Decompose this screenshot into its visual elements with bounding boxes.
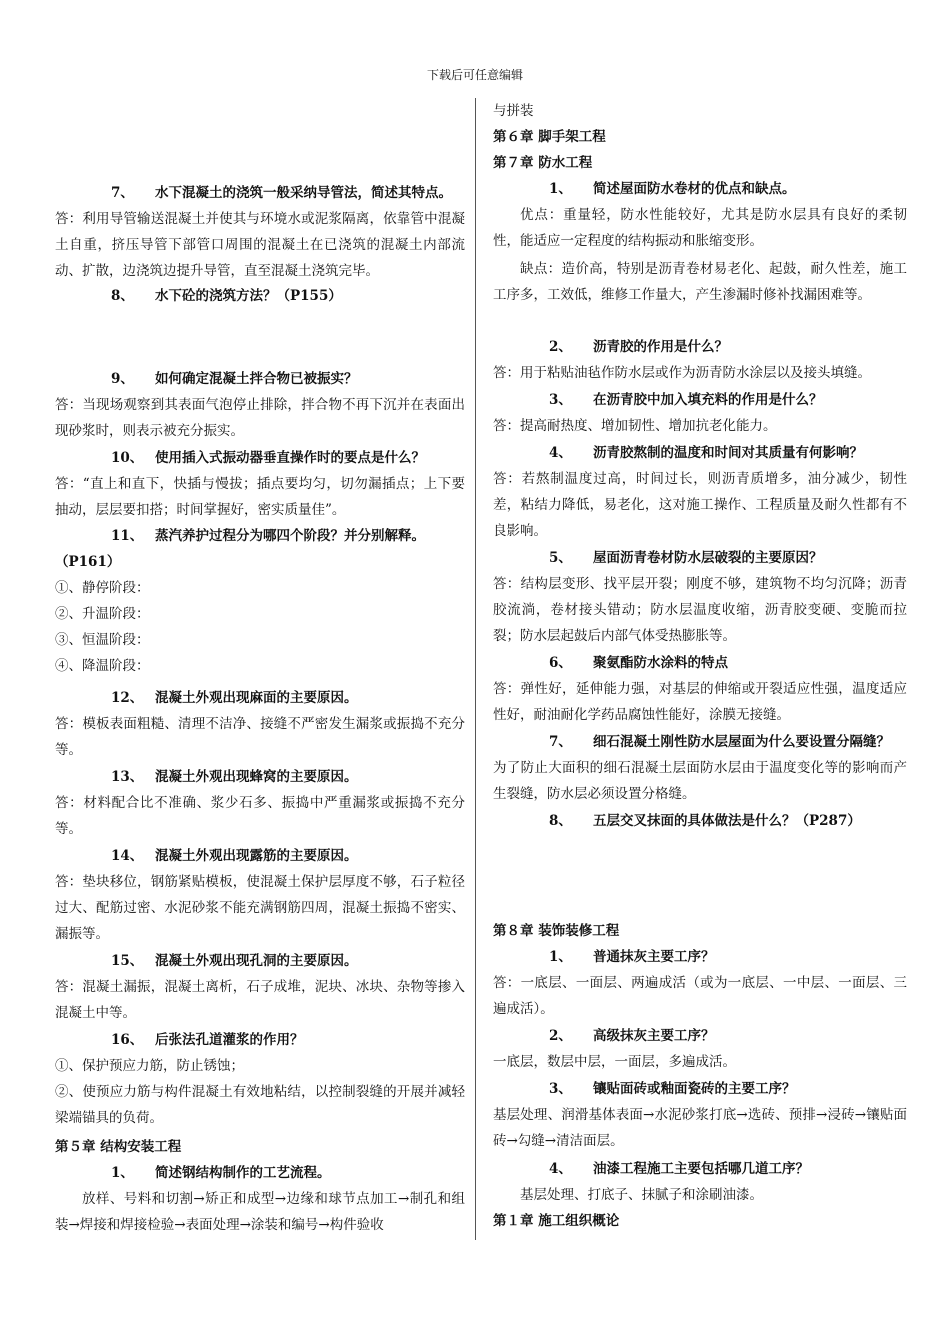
answer-text: 为了防止大面积的细石混凝土层面防水层由于温度变化等的影响而产生裂缝，防水层必须设置分格缝。 [493,760,907,802]
answer-text: 答：弹性好，延伸能力强，对基层的伸缩或开裂适应性强，温度适应性好，耐油耐化学药品腐蚀性能好，涂膜无接缝。 [493,681,907,723]
answer-text: ①、保护预应力筋，防止锈蚀； [55,1058,244,1074]
answer-text: 答：用于粘贴油毡作防水层或作为沥青防水涂层以及接头填缝。 [493,365,871,381]
question-text: 高级抹灰主要工序？ [593,1028,715,1044]
question-item [493,1076,907,1102]
question-text: 水下砼的浇筑方法？（P155） [155,288,342,304]
answer-text: 答：混凝土漏振，混凝土离析，石子成堆，泥块、冰块、杂物等掺入混凝土中等。 [55,979,465,1021]
answer-text: 答：提高耐热度、增加韧性、增加抗老化能力。 [493,418,777,434]
answer-text: 优点：重量轻，防水性能较好，尤其是防水层具有良好的柔韧性，能适应一定程度的结构振动和胀缩变形。 [493,207,907,249]
question-number: 8、 [111,288,134,304]
question-item [55,366,465,392]
question-text: 屋面沥青卷材防水层破裂的主要原因？ [593,550,823,566]
answer-text: 答：利用导管输送混凝土并使其与环境水或泥浆隔离，依靠管中混凝土自重，挤压导管下部管口周围的混凝土在已浇筑的混凝土内部流动、扩散，边浇筑边提升导管，直至混凝土浇筑完毕。 [55,211,465,279]
question-text: 水下混凝土的浇筑一般采纳导管法，简述其特点。 [155,185,452,201]
question-text: 镶贴面砖或釉面瓷砖的主要工序？ [593,1081,796,1097]
question-number: 15、 [111,953,144,969]
answer-text: ③、恒温阶段： [55,632,150,648]
question-text: 聚氨酯防水涂料的特点 [593,655,728,671]
answer-text: 缺点：造价高，特别是沥青卷材易老化、起鼓，耐久性差，施工工序多，工效低，维修工作量大，产生渗漏时修补找漏困难等。 [493,261,907,303]
question-number: 6、 [549,655,572,671]
question-text: 简述钢结构制作的工艺流程。 [155,1165,331,1181]
question-number: 7、 [111,185,134,201]
chapter-heading: 第１章 施工组织概论 [493,1213,620,1229]
answer-text: ②、使预应力筋与构件混凝土有效地粘结，以控制裂缝的开展并减轻梁端锚具的负荷。 [55,1084,465,1126]
question-item [493,729,907,755]
question-item [493,650,907,676]
chapter-heading: 第６章 脚手架工程 [493,129,606,145]
answer-text: ④、降温阶段： [55,658,150,674]
answer-text: 答：结构层变形、找平层开裂；刚度不够，建筑物不均匀沉降；沥青胶流淌，卷材接头错动；防水层温度收缩，沥青胶变硬、变脆而拉裂；防水层起鼓后内部气体受热膨胀等。 [493,576,907,644]
answer-text: 与拼装 [493,103,534,119]
question-item [55,180,465,206]
question-item [493,944,907,970]
question-item [55,685,465,711]
question-item [493,176,907,202]
question-number: 1、 [549,181,572,197]
question-item [55,843,465,869]
question-number: 1、 [549,949,572,965]
question-number: 16、 [111,1032,144,1048]
question-item [493,334,907,360]
question-text: 油漆工程施工主要包括哪几道工序？ [593,1161,809,1177]
question-item [55,948,465,974]
answer-text: ①、静停阶段： [55,580,150,596]
question-item [493,1156,907,1182]
question-item [493,545,907,571]
answer-text: 基层处理、润滑基体表面→水泥砂浆打底→选砖、预排→浸砖→镶贴面砖→勾缝→清洁面层。 [493,1107,907,1149]
question-number: 8、 [549,813,572,829]
question-text: 混凝土外观出现麻面的主要原因。 [155,690,358,706]
question-number: 3、 [549,1081,572,1097]
answer-text: 答：“直上和直下，快插与慢拔；插点要均匀，切勿漏插点；上下要抽动，层层要扣搭；时间掌握好，密实质量佳”。 [55,476,465,518]
question-text: 在沥青胶中加入填充料的作用是什么？ [593,392,823,408]
question-number: 3、 [549,392,572,408]
answer-text: 基层处理、打底子、抹腻子和涂刷油漆。 [520,1187,763,1203]
question-text: 混凝土外观出现露筋的主要原因。 [155,848,358,864]
question-item [493,1023,907,1049]
column-divider [475,98,476,1240]
question-item [55,445,465,471]
answer-text: ②、升温阶段： [55,606,150,622]
question-number: 2、 [549,339,572,355]
question-item [55,1027,465,1053]
answer-text: 答：模板表面粗糙、清理不洁净、接缝不严密发生漏浆或振捣不充分等。 [55,716,465,758]
question-number: 10、 [111,450,144,466]
question-text: 简述屋面防水卷材的优点和缺点。 [593,181,796,197]
question-number: 1、 [111,1165,134,1181]
question-number: 2、 [549,1028,572,1044]
question-number: 12、 [111,690,144,706]
question-number: 5、 [549,550,572,566]
question-text: 蒸汽养护过程分为哪四个阶段？并分别解释。（P161） [55,528,425,570]
question-item [55,1160,465,1186]
question-item [493,440,907,466]
chapter-heading: 第８章 装饰装修工程 [493,923,620,939]
question-item [55,764,465,790]
answer-text: 答：一底层、一面层、两遍成活（或为一底层、一中层、一面层、三遍成活）。 [493,975,907,1017]
question-item [55,523,465,575]
answer-text: 一底层，数层中层，一面层，多遍成活。 [493,1054,736,1070]
question-text: 后张法孔道灌浆的作用？ [155,1032,304,1048]
answer-text: 答：垫块移位，钢筋紧贴模板，使混凝土保护层厚度不够，石子粒径过大、配筋过密、水泥砂浆不能充满钢筋四周，混凝土振捣不密实、漏振等。 [55,874,465,942]
answer-text: 答：若熬制温度过高，时间过长，则沥青质增多，油分减少，韧性差，粘结力降低，易老化，这对施工操作、工程质量及耐久性都有不良影响。 [493,471,907,539]
question-text: 沥青胶的作用是什么？ [593,339,728,355]
question-text: 五层交叉抹面的具体做法是什么？（P287） [593,813,861,829]
chapter-heading: 第５章 结构安装工程 [55,1139,182,1155]
page-header: 下载后可任意编辑 [426,68,523,82]
question-number: 7、 [549,734,572,750]
question-number: 14、 [111,848,144,864]
question-number: 13、 [111,769,144,785]
question-item [493,808,907,834]
answer-text: 答：当现场观察到其表面气泡停止排除，拌合物不再下沉并在表面出现砂浆时，则表示被充分振实。 [55,397,465,439]
question-number: 9、 [111,371,134,387]
answer-text: 放样、号料和切割→矫正和成型→边缘和球节点加工→制孔和组装→焊接和焊接检验→表面处理→涂装和编号→构件验收 [55,1191,465,1233]
question-item [493,387,907,413]
question-text: 如何确定混凝土拌合物已被振实？ [155,371,358,387]
question-number: 11、 [111,528,144,544]
question-number: 4、 [549,445,572,461]
question-text: 混凝土外观出现蜂窝的主要原因。 [155,769,358,785]
question-text: 混凝土外观出现孔洞的主要原因。 [155,953,358,969]
answer-text: 答：材料配合比不准确、浆少石多、振捣中严重漏浆或振捣不充分等。 [55,795,465,837]
question-text: 沥青胶熬制的温度和时间对其质量有何影响？ [593,445,863,461]
question-number: 4、 [549,1161,572,1177]
question-item [55,283,465,309]
question-text: 使用插入式振动器垂直操作时的要点是什么？ [155,450,425,466]
chapter-heading: 第７章 防水工程 [493,155,593,171]
question-text: 细石混凝土刚性防水层屋面为什么要设置分隔缝？ [593,734,890,750]
question-text: 普通抹灰主要工序？ [593,949,715,965]
